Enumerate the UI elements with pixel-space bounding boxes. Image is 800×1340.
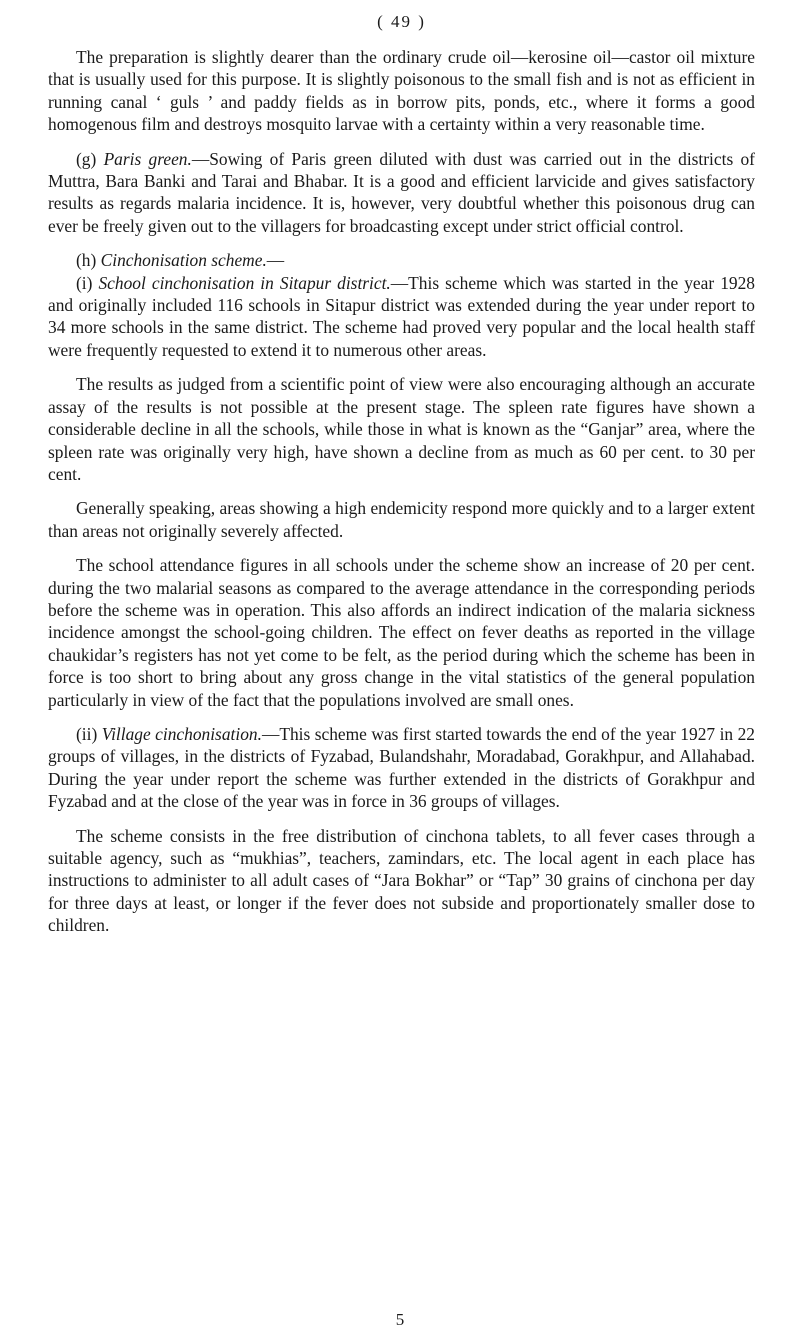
paragraph-cinchonisation-heading: (h) Cinchonisation scheme.— [76, 250, 285, 271]
section-heading: School cinchonisation in Sitapur district. [98, 272, 391, 293]
section-label: (h) [76, 250, 97, 271]
section-heading: Paris green. [103, 148, 192, 169]
paragraph-school-cinchonisation: (i) School cinchonisation in Sitapur district.—This scheme which was started in the year 1928 and originally included 116 schools in Sitapur district was extended during the year under report to 34 more schools in the same district. The scheme had proved very popular and the local health staff were frequently requested to extend it to numerous other areas. [48, 272, 755, 360]
paragraph-larvicide-oil: The preparation is slightly dearer than the ordinary crude oil—kerosine oil—castor oil mixture that is usually used for this purpose. It is slightly poisonous to the small fish and is not as efficient in running canal ‘ guls ’ and paddy fields as in borrow pits, ponds, etc., where it forms a good homogenous film and destroys mosquito larvae with a certainty within a very reasonable time. [48, 47, 755, 135]
document-page [48, 12, 755, 937]
section-label: (ii) [76, 723, 98, 744]
signature-mark: 5 [395, 1310, 405, 1329]
paragraph-endemicity: Generally speaking, areas showing a high endemicity respond more quickly and to a larger extent than areas not originally severely affected. [48, 498, 755, 541]
paragraph-village-cinchonisation: (ii) Village cinchonisation.—This scheme was first started towards the end of the year 1927 in 22 groups of villages, in the districts of Fyzabad, Bulandshahr, Moradabad, Gorakhpur, and Allahabad. During the year under report the scheme was further extended in the districts of Gorakhpur and Fyzabad and at the close of the year was in force in 36 groups of villages. [48, 723, 755, 812]
section-label: (i) [76, 272, 93, 293]
section-label: (g) [76, 148, 97, 169]
page-number: ( 49 ) [377, 12, 426, 31]
paragraph-scheme-details: The scheme consists in the free distribution of cinchona tablets, to all fever cases through a suitable agency, such as “mukhias”, teachers, zamindars, etc. The local agent in each place has instructions to administer to all adult cases of “Jara Bokhar” or “Tap” 30 grains of cinchona per day for three days at least, or longer if the fever does not subside and proportionately smaller dose to children. [48, 825, 755, 936]
section-heading: Cinchonisation scheme. [100, 250, 267, 271]
paragraph-paris-green: (g) Paris green.—Sowing of Paris green diluted with dust was carried out in the districts of Muttra, Bara Banki and Tarai and Bhabar. It is a good and efficient larvicide and gives satisfactory results as regards malaria incidence. It is, however, very doubtful whether this poisonous drug can ever be freely given out to the villagers for broadcasting except under strict official control. [48, 148, 755, 236]
paragraph-attendance: The school attendance figures in all schools under the scheme show an increase of 20 per cent. during the two malarial seasons as compared to the average attendance in the corresponding periods before the scheme was in operation. This also affords an indirect indication of the malaria sickness incidence amongst the school-going children. The effect on fever deaths as reported in the village chaukidar’s registers has not yet come to be felt, as the period during which the scheme has been in force is too short to bring about any gross change in the vital statistics of the general population particularly in view of the fact that the populations involved are small ones. [48, 555, 755, 710]
section-heading: Village cinchonisation. [101, 723, 262, 744]
paragraph-results: The results as judged from a scientific point of view were also encouraging although an accurate assay of the results is not possible at the present stage. The spleen rate figures have shown a considerable decline in all the schools, while those in what is known as the “Ganjar” area, where the spleen rate was originally very high, have shown a decline from as much as 60 per cent. to 30 per cent. [48, 374, 755, 484]
